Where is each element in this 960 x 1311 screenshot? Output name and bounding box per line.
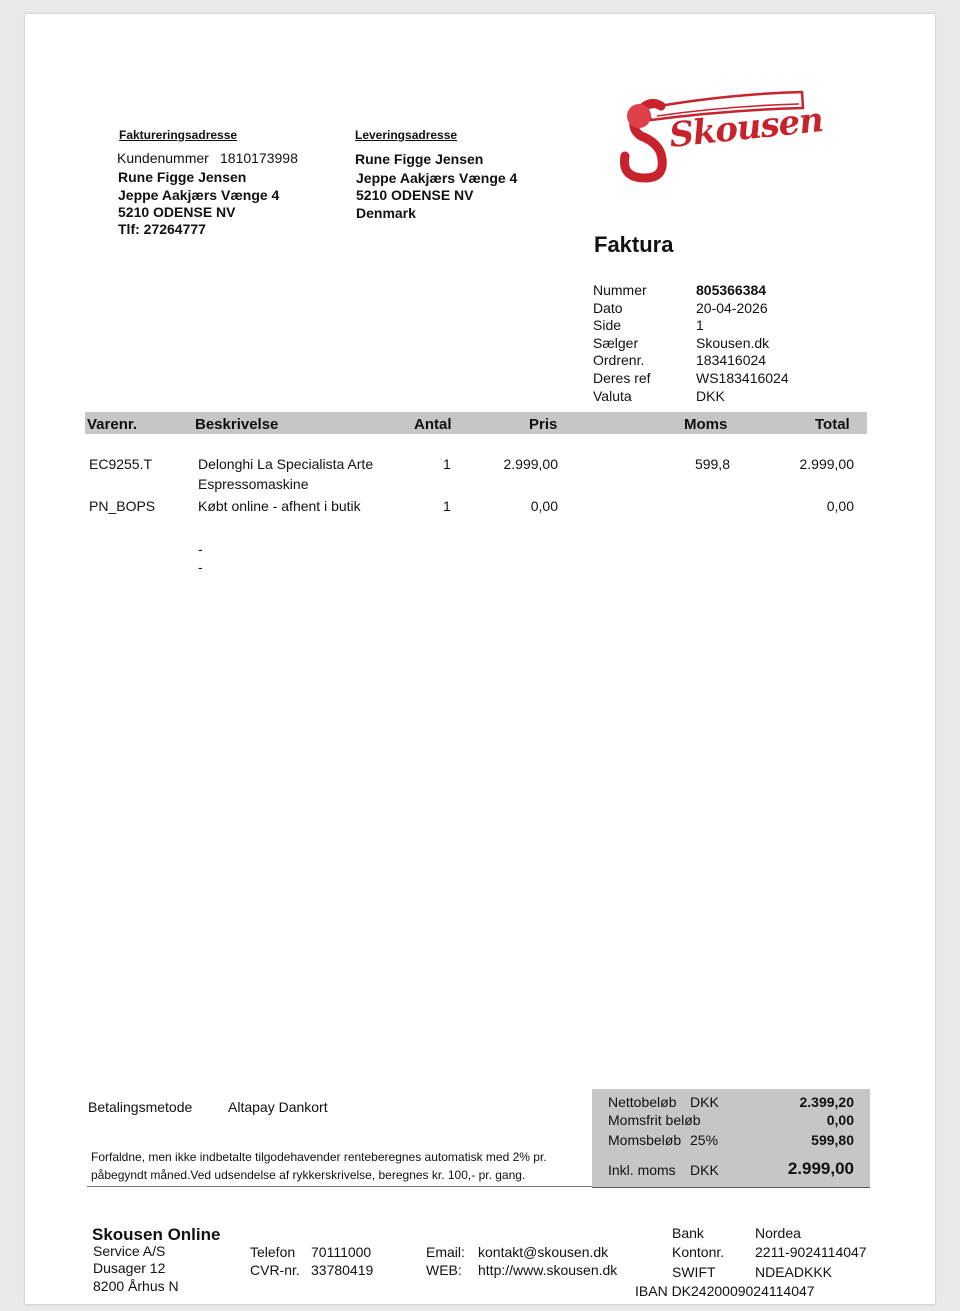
col-total: Total <box>815 416 850 433</box>
meta-label: Side <box>593 317 622 334</box>
col-beskrivelse: Beskrivelse <box>195 416 279 433</box>
row-description: Delonghi La Specialista Arte <box>198 456 374 472</box>
footer-bank-label: Bank <box>672 1225 704 1241</box>
footer-cvr: 33780419 <box>311 1262 374 1278</box>
moms-amount: 599,80 <box>811 1132 854 1148</box>
moms-rate: 25% <box>690 1132 719 1148</box>
col-moms: Moms <box>684 416 728 433</box>
footer-web-label: WEB: <box>426 1262 462 1278</box>
divider <box>87 1186 592 1187</box>
row-description-2: Espressomaskine <box>198 476 309 492</box>
delivery-heading: Leveringsadresse <box>355 128 458 142</box>
col-varenr: Varenr. <box>87 416 138 433</box>
billing-phone: Tlf: 27264777 <box>118 221 206 237</box>
meta-value: 183416024 <box>696 352 767 369</box>
row-antal: 1 <box>443 498 451 514</box>
footer-tel-label: Telefon <box>250 1244 296 1260</box>
totals-box <box>592 1089 870 1188</box>
meta-value: DKK <box>696 387 725 404</box>
meta-value: 1 <box>696 317 704 334</box>
footer-line1: Service A/S <box>93 1243 166 1259</box>
payment-note-2: påbegyndt måned.Ved udsendelse af rykkerskrivelse, beregnes kr. 100,- pr. gang. <box>91 1168 526 1182</box>
row-total: 2.999,00 <box>799 456 854 472</box>
row-moms: 599,8 <box>694 456 730 472</box>
delivery-country: Denmark <box>356 205 416 221</box>
logo-text: Skousen <box>667 100 825 156</box>
billing-heading: Faktureringsadresse <box>119 128 238 142</box>
skousen-logo <box>617 86 825 186</box>
delivery-city: 5210 ODENSE NV <box>356 187 474 203</box>
footer-email[interactable]: kontakt@skousen.dk <box>478 1244 609 1260</box>
footer-email-label: Email: <box>426 1244 465 1260</box>
row-varenr: PN_BOPS <box>89 498 156 514</box>
footer-cvr-label: CVR-nr. <box>250 1262 300 1278</box>
meta-label: Valuta <box>593 387 632 404</box>
moms-label: Momsbeløb <box>608 1132 682 1148</box>
meta-label: Deres ref <box>593 370 651 386</box>
footer-iban: IBAN DK2420009024114047 <box>635 1283 815 1299</box>
meta-label: Ordrenr. <box>593 352 645 369</box>
footer-web[interactable]: http://www.skousen.dk <box>478 1262 618 1278</box>
meta-label: Sælger <box>593 334 639 351</box>
inkl-currency: DKK <box>690 1162 719 1178</box>
delivery-name: Rune Figge Jensen <box>355 151 484 167</box>
footer-kontonr: 2211-9024114047 <box>755 1244 867 1260</box>
meta-value: 805366384 <box>696 282 767 298</box>
payment-method: Altapay Dankort <box>228 1099 328 1115</box>
invoice-title: Faktura <box>594 232 674 257</box>
billing-name: Rune Figge Jensen <box>118 169 247 185</box>
col-antal: Antal <box>414 416 452 433</box>
payment-method-label: Betalingsmetode <box>88 1099 193 1115</box>
items-table-header <box>85 412 867 434</box>
meta-value: WS183416024 <box>696 370 789 386</box>
billing-city: 5210 ODENSE NV <box>118 204 236 220</box>
dash-line: - <box>198 541 203 557</box>
meta-label: Nummer <box>593 282 647 298</box>
footer-kontonr-label: Kontonr. <box>672 1244 725 1260</box>
invoice-page <box>25 14 935 1304</box>
delivery-street: Jeppe Aakjærs Vænge 4 <box>356 170 518 186</box>
footer-swift: NDEADKKK <box>755 1264 833 1280</box>
row-total: 0,00 <box>826 498 854 514</box>
inkl-moms-amount: 2.999,00 <box>787 1159 854 1178</box>
payment-note-1: Forfaldne, men ikke indbetalte tilgodehavender renteberegnes automatisk med 2% pr. <box>91 1150 547 1164</box>
footer-company: Skousen Online <box>92 1225 221 1244</box>
footer-line2: Dusager 12 <box>93 1260 166 1276</box>
meta-label: Dato <box>593 299 623 316</box>
footer-swift-label: SWIFT <box>672 1264 716 1280</box>
row-pris: 0,00 <box>530 498 558 514</box>
row-varenr: EC9255.T <box>89 456 153 472</box>
col-pris: Pris <box>529 416 558 433</box>
footer-line3: 8200 Århus N <box>93 1278 179 1294</box>
row-antal: 1 <box>443 456 451 472</box>
row-pris: 2.999,00 <box>503 456 558 472</box>
billing-street: Jeppe Aakjærs Vænge 4 <box>118 187 280 203</box>
footer-tel: 70111000 <box>311 1244 372 1260</box>
inkl-moms-label: Inkl. moms <box>608 1162 676 1178</box>
footer-bank: Nordea <box>755 1225 801 1241</box>
customer-number-label: Kundenummer <box>117 150 209 166</box>
netto-currency: DKK <box>690 1094 719 1110</box>
row-description: Købt online - afhent i butik <box>198 498 361 514</box>
netto-amount: 2.399,20 <box>799 1094 854 1110</box>
netto-label: Nettobeløb <box>608 1094 677 1110</box>
dash-line: - <box>198 559 203 575</box>
meta-value: 20-04-2026 <box>696 299 768 316</box>
meta-value: Skousen.dk <box>696 334 770 351</box>
momsfrit-label: Momsfrit beløb <box>608 1112 701 1128</box>
customer-number: 1810173998 <box>220 150 298 166</box>
momsfrit-amount: 0,00 <box>826 1112 854 1128</box>
